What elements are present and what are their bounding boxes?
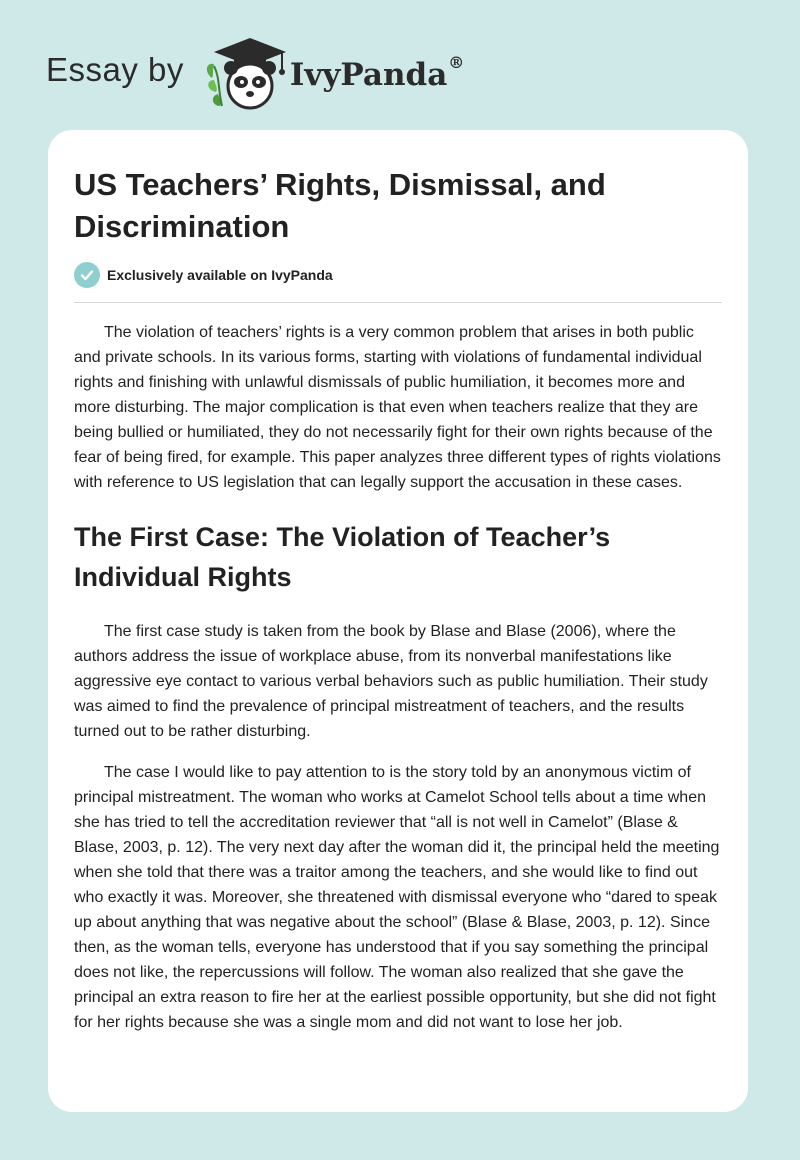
site-header (46, 32, 464, 112)
section-heading: The First Case: The Violation of Teacher’s Individual Rights (74, 522, 611, 592)
check-circle-icon (74, 262, 100, 288)
ivypanda-logo-text[interactable] (289, 53, 465, 93)
essay-card (48, 130, 748, 1112)
essay-title: US Teachers’ Rights, Dismissal, and Discrimination (74, 167, 606, 244)
exclusive-badge-label: Exclusively available on IvyPanda (107, 267, 333, 283)
body-paragraph: The first case study is taken from the book by Blase and Blase (2006), where the authors address the issue of workplace abuse, from its nonverbal manifestations like aggressive eye contact to various verbal behaviors such as public humiliation. Their study was aimed to find the prevalence of principal mistreatment of teachers, and the results turned out to be rather disturbing. (74, 623, 708, 740)
body-paragraph: The case I would like to pay attention to is the story told by an anonymous victim of principal mistreatment. The woman who works at Camelot School tells about a time when she has tried to tell the accreditation reviewer that “all is not well in Camelot” (Blase & Blase, 2003, p. 12). The very next day after the woman did it, the principal held the meeting when she told that there was a traitor among the teachers, and she would like to find out who exactly it was. Moreover, she threatened with dismissal everyone who “dared to speak up about anything that was negative about the school” (Blase & Blase, 2003, p. 12). Since then, as the woman tells, everyone has understood that if you say something the principal does not like, the repercussions will follow. The woman also realized that she gave the principal an extra reason to fire her at the earliest possible opportunity, but she did not fight for her rights because she was a single mom and did not want to lose her job. (74, 764, 720, 1031)
intro-paragraph: The violation of teachers’ rights is a very common problem that arises in both public and private schools. In its various forms, starting with violations of fundamental individual rights and finishing with unlawful dismissals of public humiliation, it becomes more and more disturbing. The major complication is that even when teachers realize that they are being bullied or humiliated, they do not necessarily fight for their own rights because of the fear of being fired, for example. This paper analyzes three different types of rights violations with reference to US legislation that can legally support the accusation in these cases. (74, 324, 721, 491)
exclusive-badge (74, 262, 722, 303)
registered-mark: ® (448, 53, 465, 72)
brand-name: IvyPanda (289, 57, 448, 93)
essay-by-label: Essay by (46, 51, 184, 88)
panda-graduation-cap-icon[interactable] (198, 32, 288, 112)
